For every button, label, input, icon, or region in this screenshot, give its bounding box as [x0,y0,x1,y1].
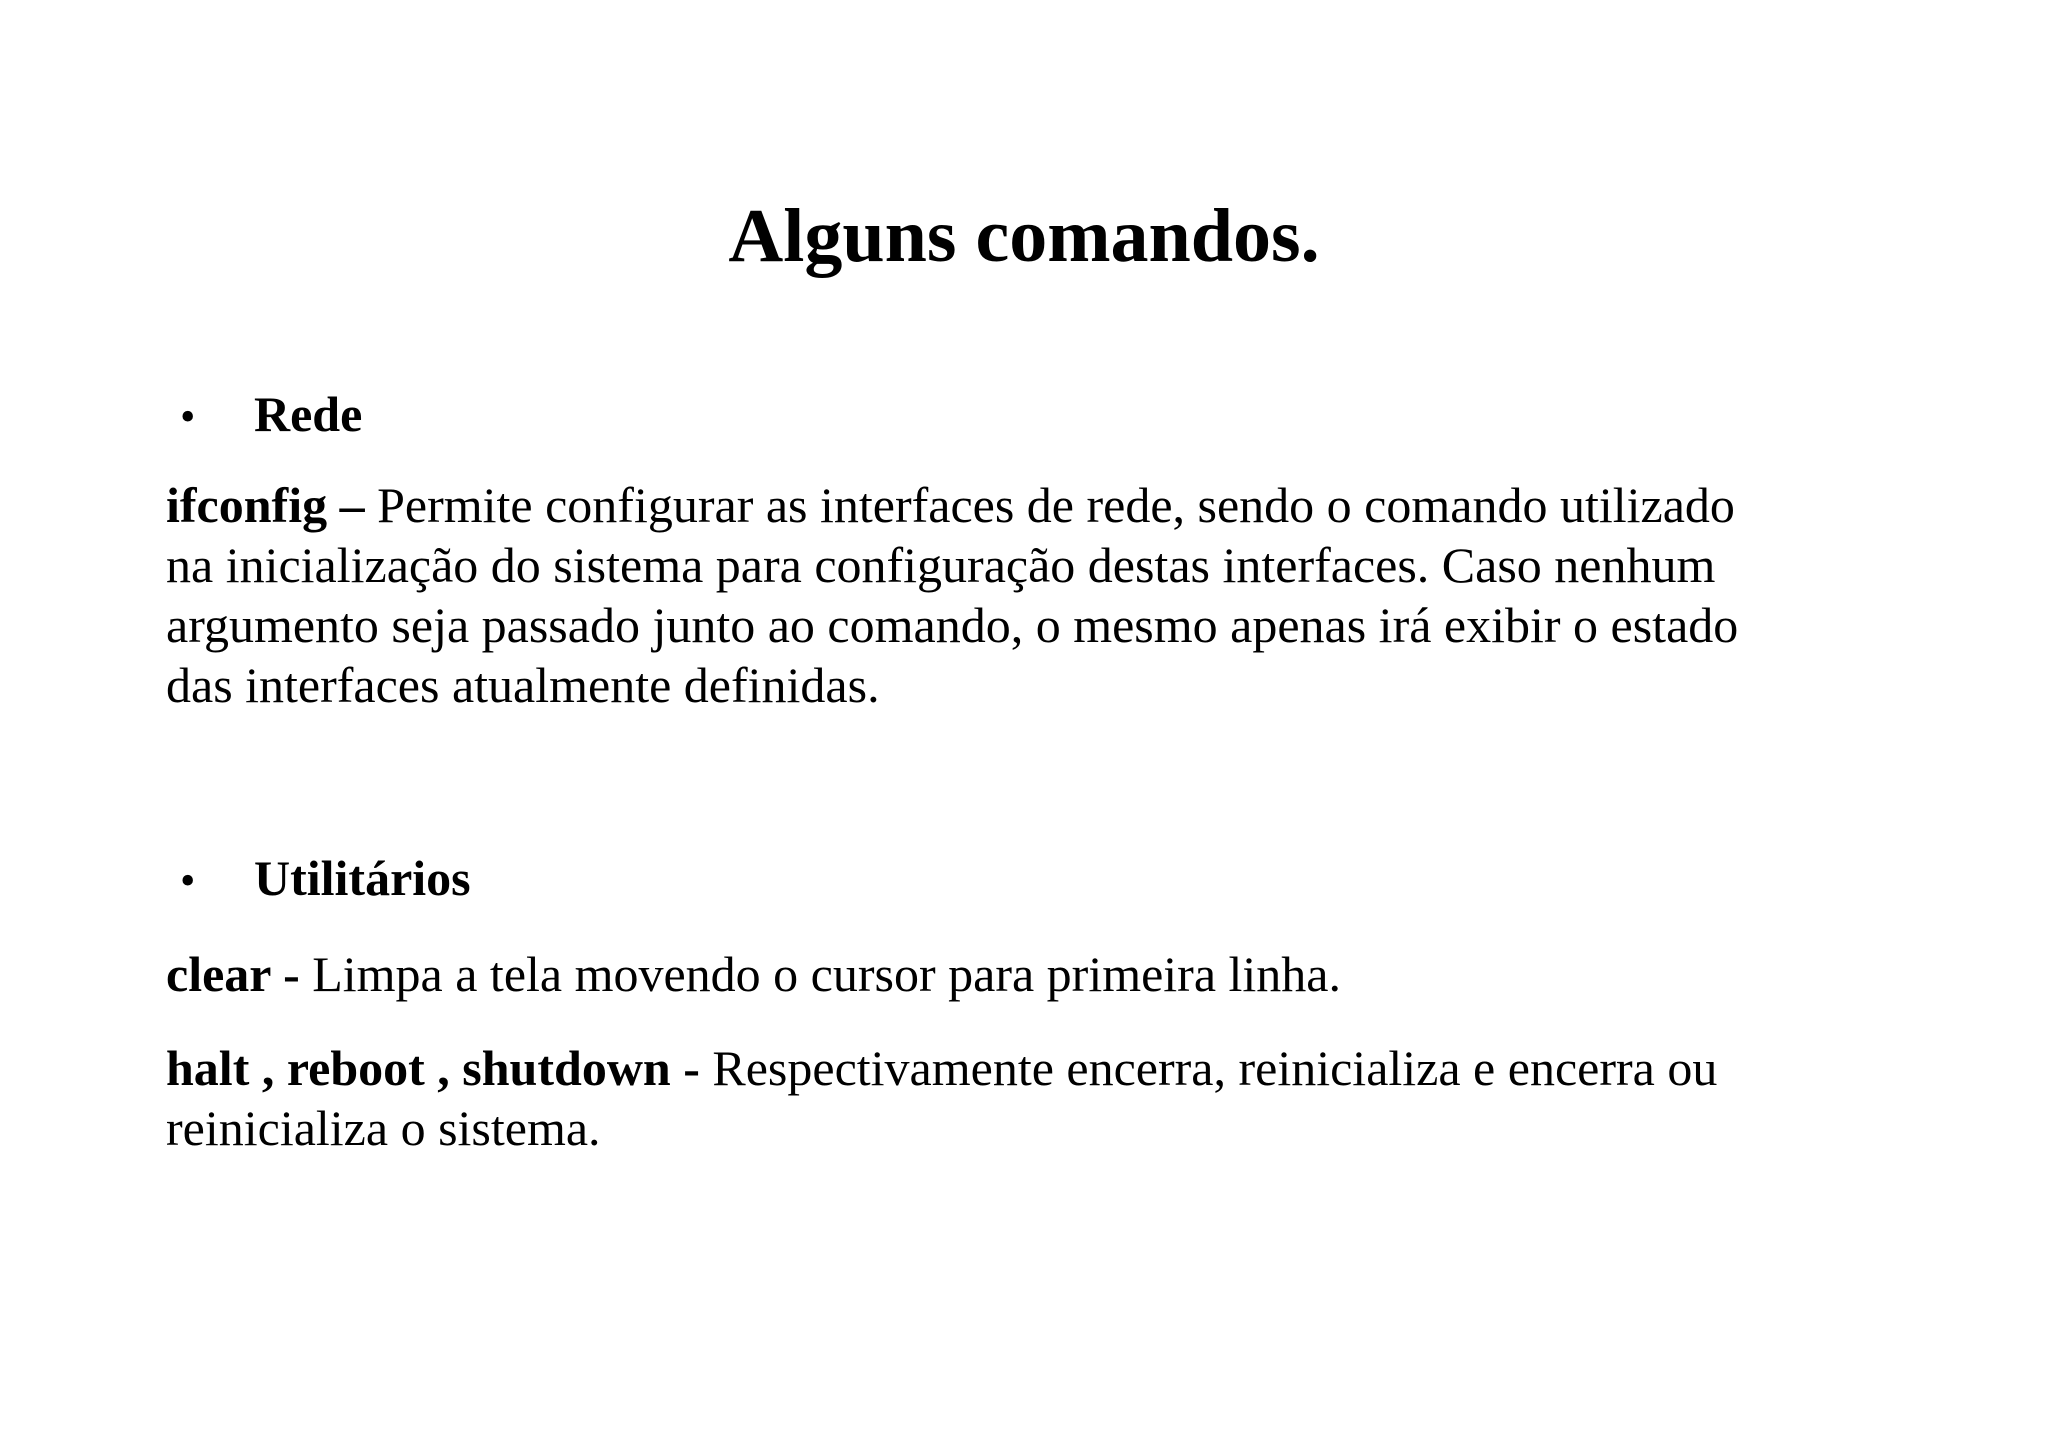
paragraph-line [166,1038,1926,1098]
description-text: Limpa a tela movendo o cursor para primeira linha. [299,946,1342,1002]
paragraph-line: na inicialização do sistema para configuração destas interfaces. Caso nenhum [166,537,1716,593]
section-heading: Rede [254,386,363,442]
bullet-heading-utilitarios [180,847,471,912]
bullet-marker: • [180,856,196,905]
bullet-heading-rede [180,383,362,448]
bullet-marker: • [180,392,196,441]
paragraph-line [166,475,1926,535]
clear-description [166,944,1926,1004]
halt-reboot-shutdown-description [166,1038,1926,1158]
command-name: halt , reboot , shutdown - [166,1040,700,1096]
command-name: ifconfig – [166,477,365,533]
ifconfig-description [166,475,1926,715]
paragraph-line: reinicializa o sistema. [166,1100,601,1156]
command-name: clear - [166,946,300,1002]
paragraph-line: das interfaces atualmente definidas. [166,657,880,713]
paragraph-line [166,944,1926,1004]
paragraph-line: argumento seja passado junto ao comando, o mesmo apenas irá exibir o estado [166,597,1739,653]
section-heading: Utilitários [254,850,471,906]
slide-title: Alguns comandos. [728,194,1320,278]
description-text: Permite configurar as interfaces de rede, sendo o comando utilizado [364,477,1735,533]
description-text: Respectivamente encerra, reinicializa e encerra ou [699,1040,1718,1096]
